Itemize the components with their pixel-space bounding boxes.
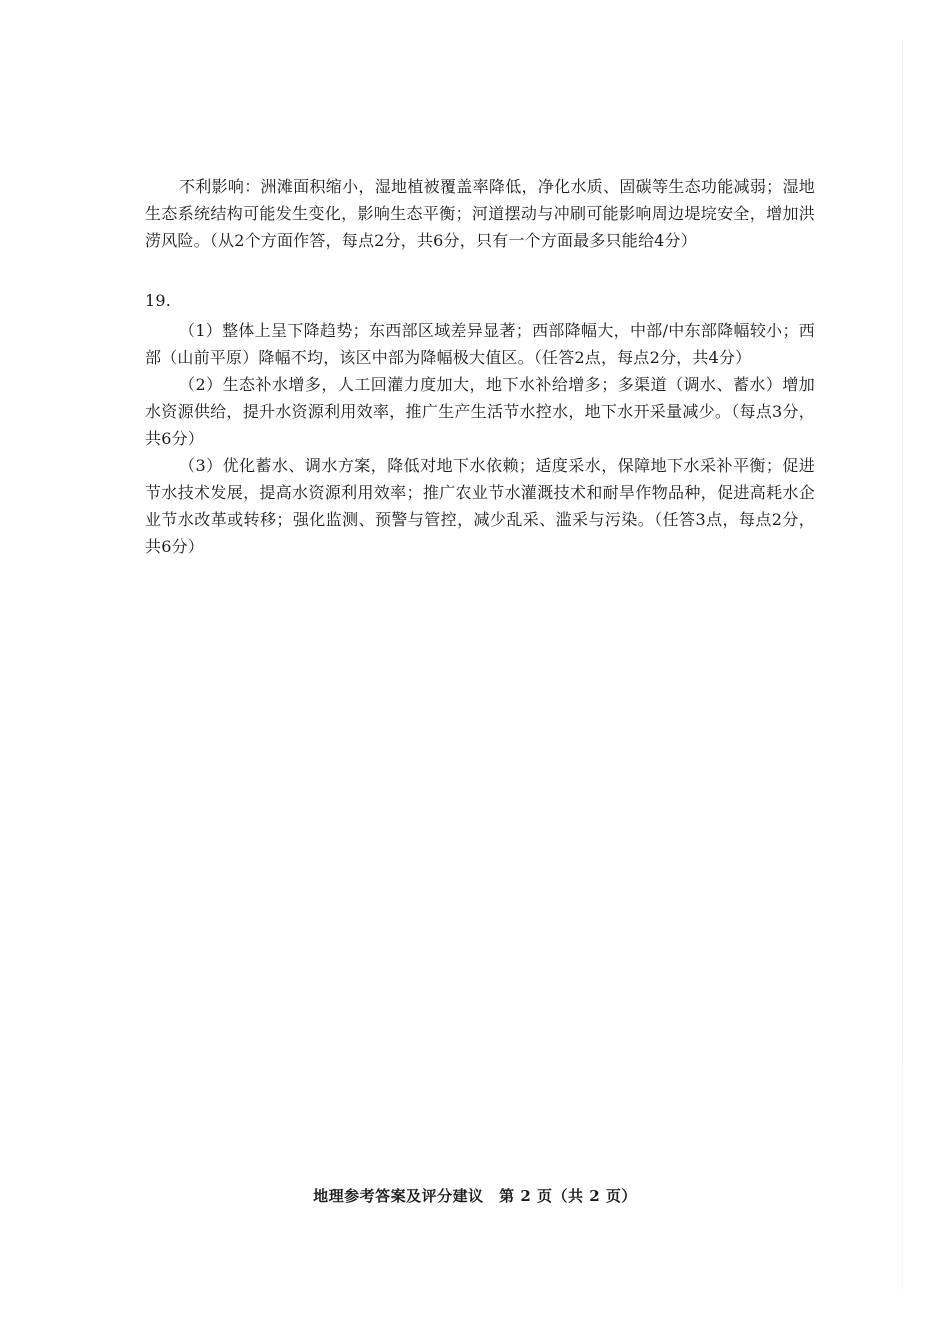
question-19-section [145,287,815,560]
impact-section [145,173,815,254]
answer-part-2: （2）生态补水增多，人工回灌力度加大，地下水补给增多；多渠道（调水、蓄水）增加水资源供给，提升水资源利用效率，推广生产生活节水控水，地下水开采量减少。（每点3分，共6分） [145,375,815,448]
answer-part-3: （3）优化蓄水、调水方案，降低对地下水依赖；适度采水，保障地下水采补平衡；促进节水技术发展，提高水资源利用效率；推广农业节水灌溉技术和耐旱作物品种，促进高耗水企业节水改革或转移；强化监测、预警与管控，减少乱采、滥采与污染。（任答3点，每点2分，共6分） [145,456,815,556]
answer-part-1: （1）整体上呈下降趋势；东西部区域差异显著；西部降幅大，中部/中东部降幅较小；西部（山前平原）降幅不均，该区中部为降幅极大值区。（任答2点，每点2分，共4分） [145,321,815,367]
impact-paragraph: 不利影响：洲滩面积缩小，湿地植被覆盖率降低，净化水质、固碳等生态功能减弱；湿地生态系统结构可能发生变化，影响生态平衡；河道摆动与冲刷可能影响周边堤垸安全，增加洪涝风险。（从2个方面作答，每点2分，共6分，只有一个方面最多只能给4分） [145,177,815,250]
page-footer: 地理参考答案及评分建议 第 2 页（共 2 页） [313,1187,637,1205]
scan-edge-line [902,40,903,1290]
question-number: 19. [145,291,172,310]
